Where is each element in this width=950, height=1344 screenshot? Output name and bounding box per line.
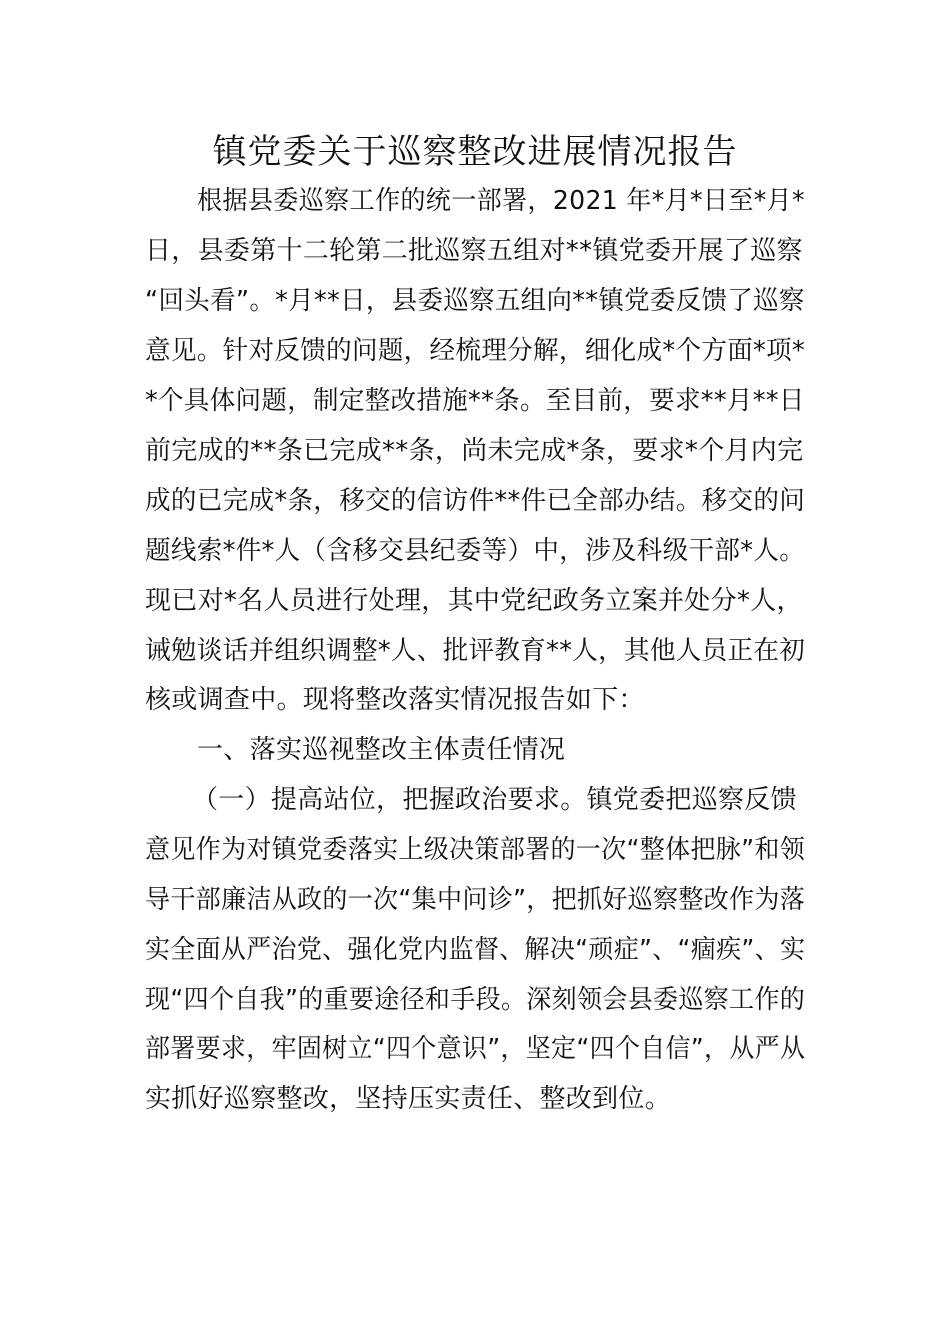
document-title: 镇党委关于巡察整改进展情况报告 (212, 132, 738, 172)
paragraph-line: 根据县委巡察工作的统一部署，2021 年*月*日至*月* (197, 186, 805, 216)
paragraph-line: “回头看”。*月**日，县委巡察五组向**镇党委反馈了巡察 (145, 286, 805, 316)
paragraph-line: *个具体问题，制定整改措施**条。至目前，要求**月**日 (145, 386, 805, 416)
paragraph-line: 成的已完成*条，移交的信访件**件已全部办结。移交的问 (145, 486, 806, 516)
paragraph-line: 导干部廉洁从政的一次“集中问诊”，把抓好巡察整改作为落 (145, 885, 806, 915)
paragraph-line: 现已对*名人员进行处理，其中党纪政务立案并处分*人， (145, 586, 803, 616)
paragraph-line: 实全面从严治党、强化党内监督、解决“顽症”、“痼疾”、实 (145, 935, 806, 965)
section-heading: 一、落实巡视整改主体责任情况 (197, 735, 566, 765)
paragraph-line: （一）提高站位，把握政治要求。镇党委把巡察反馈 (192, 785, 797, 815)
paragraph-line: 意见作为对镇党委落实上级决策部署的一次“整体把脉”和领 (145, 835, 806, 865)
paragraph-line: 诫勉谈话并组织调整*人、批评教育**人，其他人员正在初 (145, 636, 806, 666)
paragraph-line: 题线索*件*人（含移交县纪委等）中，涉及科级干部*人。 (145, 536, 806, 566)
paragraph-line: 前完成的**条已完成**条，尚未完成*条，要求*个月内完 (145, 436, 804, 466)
paragraph-line: 核或调查中。现将整改落实情况报告如下： (145, 685, 645, 715)
paragraph-line: 部署要求，牢固树立“四个意识”，坚定“四个自信”，从严从 (145, 1034, 806, 1064)
paragraph-line: 实抓好巡察整改，坚持压实责任、整改到位。 (145, 1084, 672, 1114)
paragraph-line: 意见。针对反馈的问题，经梳理分解，细化成*个方面*项* (145, 336, 806, 366)
paragraph-line: 现“四个自我”的重要途径和手段。深刻领会县委巡察工作的 (145, 985, 806, 1015)
paragraph-line: 日，县委第十二轮第二批巡察五组对**镇党委开展了巡察 (145, 236, 803, 266)
